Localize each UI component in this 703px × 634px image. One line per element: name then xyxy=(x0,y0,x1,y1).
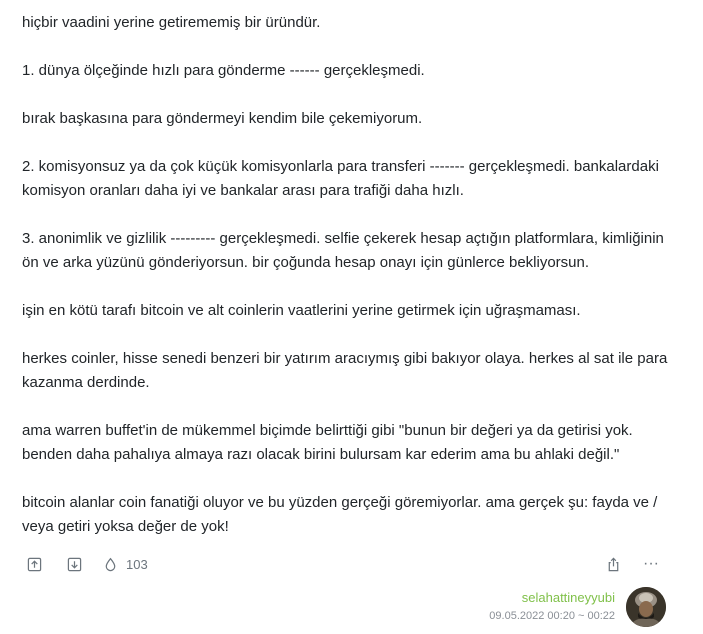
entry-paragraph: bitcoin alanlar coin fanatiği oluyor ve bu yüzden gerçeği göremiyorlar. ama gerçek şu: fayda ve / veya getiri yoksa değer de yok! xyxy=(22,494,658,535)
upvote-icon xyxy=(27,557,42,572)
author-link[interactable]: selahattineyyubi xyxy=(521,590,615,605)
entry-paragraph: işin en kötü tarafı bitcoin ve alt coinlerin vaatlerini yerine getirmek için uğraşmaması. xyxy=(22,302,581,319)
share-button[interactable] xyxy=(601,552,625,576)
favorite-button[interactable] xyxy=(98,552,122,576)
more-options-button[interactable]: ··· xyxy=(643,555,659,572)
entry-paragraph: 1. dünya ölçeğinde hızlı para gönderme ------ gerçekleşmedi. xyxy=(22,62,425,79)
avatar[interactable] xyxy=(626,587,666,627)
entry-paragraph: 3. anonimlik ve gizlilik --------- gerçekleşmedi. selfie çekerek hesap açtığın platformlara, kimliğinin ön ve arka yüzünü gönderiyorsun. bir çoğunda hesap onayı için günlerce bekliyorsun. xyxy=(22,230,664,271)
drop-icon xyxy=(103,557,118,572)
downvote-button[interactable] xyxy=(62,552,86,576)
entry-paragraph: 2. komisyonsuz ya da çok küçük komisyonlarla para transferi ------- gerçekleşmedi. bankalardaki komisyon oranları daha iyi ve bankalar arası para trafiği daha hızlı. xyxy=(22,158,659,199)
avatar-image xyxy=(626,587,666,627)
share-icon xyxy=(606,557,621,572)
downvote-icon xyxy=(67,557,82,572)
entry-footer xyxy=(22,552,663,576)
entry-paragraph: ama warren buffet'in de mükemmel biçimde belirttiği gibi "bunun bir değeri ya da getirisi yok. benden daha pahalıya almaya razı olacak birini bulursam kar ederim ama bu ahlaki değil." xyxy=(22,422,633,463)
entry-paragraph: hiçbir vaadini yerine getirememiş bir üründür. xyxy=(22,14,321,31)
upvote-button[interactable] xyxy=(22,552,46,576)
entry-content xyxy=(22,11,672,539)
author-info xyxy=(489,589,615,625)
favorite-count[interactable]: 103 xyxy=(126,556,148,572)
entry-paragraph: bırak başkasına para göndermeyi kendim bile çekemiyorum. xyxy=(22,110,423,127)
entry-paragraph: herkes coinler, hisse senedi benzeri bir yatırım aracıymış gibi bakıyor olaya. herkes al sat ile para kazanma derdinde. xyxy=(22,350,668,391)
entry-date[interactable]: 09.05.2022 00:20 ~ 00:22 xyxy=(489,610,615,622)
